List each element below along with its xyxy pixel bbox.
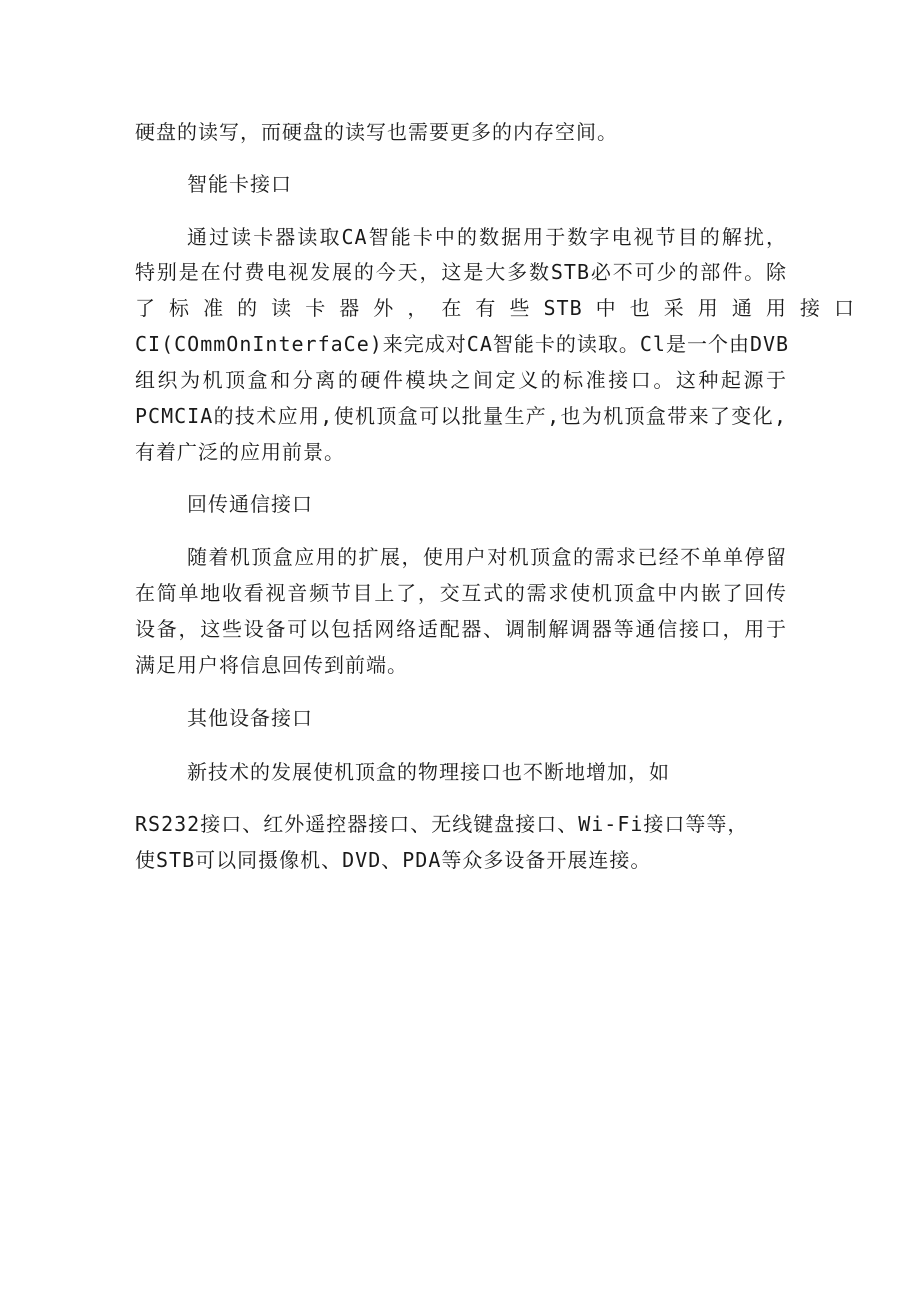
paragraph-line: PCMCIA的技术应用,使机顶盒可以批量生产,也为机顶盒带来了变化,	[135, 404, 787, 428]
paragraph-line: 了 标 准 的 读 卡 器 外 ， 在 有 些 STB 中 也 采 用 通 用 接 口	[135, 296, 855, 320]
section-heading-smart-card: 智能卡接口	[187, 172, 292, 196]
paragraph-line: 设备，这些设备可以包括网络适配器、调制解调器等通信接口，用于	[135, 617, 787, 641]
paragraph-line: 使STB可以同摄像机、DVD、PDA等众多设备开展连接。	[135, 848, 652, 872]
section-heading-other-devices: 其他设备接口	[187, 706, 313, 730]
paragraph-line: 在简单地收看视音频节目上了，交互式的需求使机顶盒中内嵌了回传	[135, 581, 787, 605]
paragraph-line: 通过读卡器读取CA智能卡中的数据用于数字电视节目的解扰，	[187, 225, 787, 249]
paragraph-line: 新技术的发展使机顶盒的物理接口也不断地增加，如	[187, 760, 670, 784]
paragraph-line: RS232接口、红外遥控器接口、无线键盘接口、Wi-Fi接口等等，	[135, 812, 749, 836]
paragraph-line: 组织为机顶盒和分离的硬件模块之间定义的标准接口。这种起源于	[135, 368, 787, 392]
paragraph-line: 随着机顶盒应用的扩展，使用户对机顶盒的需求已经不单单停留	[187, 545, 787, 569]
paragraph-line: CI(COmmOnInterfaCe)来完成对CA智能卡的读取。Cl是一个由DVB	[135, 332, 790, 356]
paragraph-line: 满足用户将信息回传到前端。	[135, 653, 408, 677]
section-heading-return-channel: 回传通信接口	[187, 492, 313, 516]
paragraph-line: 硬盘的读写，而硬盘的读写也需要更多的内存空间。	[135, 120, 618, 144]
paragraph-line: 特别是在付费电视发展的今天，这是大多数STB必不可少的部件。除	[135, 260, 787, 284]
paragraph-line: 有着广泛的应用前景。	[135, 440, 345, 464]
